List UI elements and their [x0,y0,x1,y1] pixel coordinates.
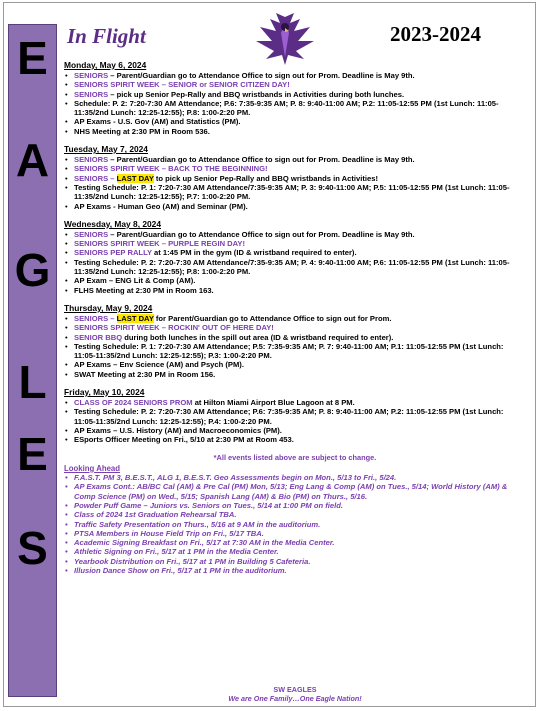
list-item: • SENIORS SPIRIT WEEK – SENIOR or SENIOR CITIZEN DAY! [64,80,526,89]
list-item: • AP Exams Cont.: AB/BC Cal (AM) & Pre Cal (PM) Mon, 5/13; Eng Lang & Comp (AM) on Tues., 5/14; World History (AM) & Comp Science (PM) on Wed., 5/15; Spanish Lang (AM) & Bio (PM) on Thurs., 5/16. [64,482,526,501]
day-heading: Tuesday, May 7, 2024 [64,144,148,155]
looking-ahead-list [64,473,526,575]
day-heading: Thursday, May 9, 2024 [64,302,153,313]
list-item: • SENIORS – LAST DAY to pick up Senior Pep-Rally and BBQ wristbands in Activities! [64,174,526,183]
footer [64,686,526,703]
day-section [64,60,526,136]
list-item: • Testing Schedule: P. 1: 7:20-7:30 AM Attendance; P.5: 7:35-9:35 AM; P. 7: 9:40-11:00 AM; P.1: 11:05-12:55 PM (1st Lunch: 11:05-11:35/2nd Lunch: 12:25-12:55); P.3: 1:00-2:20 PM. [64,342,526,361]
list-item: • SENIORS – Parent/Guardian go to Attendance Office to sign out for Prom. Deadline is May 9th. [64,71,526,80]
looking-ahead-heading: Looking Ahead [64,463,121,473]
main-content [64,60,526,575]
list-item: • F.A.S.T. PM 3, B.E.S.T., ALG 1, B.E.S.T. Geo Assessments begin on Mon., 5/13 to Fri., 5/24. [64,473,526,482]
day-heading: Monday, May 6, 2024 [64,60,147,70]
list-item: • SENIOR BBQ during both lunches in the spill out area (ID & wristband required to enter). [64,333,526,342]
list-item: • SENIORS – LAST DAY for Parent/Guardian go to Attendance Office to sign out for Prom. [64,314,526,323]
highlight: LAST DAY [116,173,154,183]
list-item: • SENIORS SPIRIT WEEK – ROCKIN' OUT OF HERE DAY! [64,323,526,332]
list-item: • Testing Schedule: P. 1: 7:20-7:30 AM Attendance/7:35-9:35 AM; P. 3: 9:40-11:00 AM; P.5: 11:05-12:55 PM (1st Lunch: 11:05-11:35/2nd Lunch: 12:25-12:55); P.7: 1:00-2:20 PM. [64,183,526,202]
sidebar-letter: E [17,32,48,84]
list-item: • Class of 2024 1st Graduation Rehearsal TBA. [64,510,526,519]
list-item: • SENIORS – Parent/Guardian go to Attendance Office to sign out for Prom. Deadline is May 9th. [64,155,526,164]
eagles-sidebar [8,24,57,697]
school-year: 2023-2024 [390,22,481,46]
list-item: • Schedule: P. 2: 7:20-7:30 AM Attendance; P.6: 7:35-9:35 AM; P. 8: 9:40-11:00 AM; P.2: 11:05-12:55 PM (1st Lunch: 11:05-11:35/2nd Lunch: 12:25-12:55); P.8: 1:00-2:20 PM. [64,99,526,118]
day-section [64,387,526,444]
day-section [64,144,526,211]
footer-school: SW EAGLES [273,685,317,694]
list-item: • AP Exams - Human Geo (AM) and Seminar (PM). [64,202,526,211]
list-item: • PTSA Members in House Field Trip on Fri., 5/17 TBA. [64,529,526,538]
day-section [64,219,526,295]
sidebar-letter: A [15,134,50,186]
list-item: • AP Exams – Env Science (AM) and Psych (PM). [64,360,526,369]
sidebar-letter: S [17,522,48,574]
list-item: • SENIORS – Parent/Guardian go to Attendance Office to sign out for Prom. Deadline is May 9th. [64,230,526,239]
day-heading: Wednesday, May 8, 2024 [64,218,161,229]
highlight: LAST DAY [116,313,154,323]
sidebar-letter: E [17,428,48,480]
list-item: • SENIORS SPIRIT WEEK – PURPLE REGIN DAY! [64,239,526,248]
list-item: • Testing Schedule: P. 2: 7:20-7:30 AM Attendance/7:35-9:35 AM; P. 4: 9:40-11:00 AM; P.6: 11:05-12:55 PM (1st Lunch: 11:05-11:35/2nd Lunch: 12:25-12:55); P.8: 1:00-2:20 PM. [64,258,526,277]
disclaimer-note: *All events listed above are subject to change. [213,452,377,462]
list-item: • Traffic Safety Presentation on Thurs., 5/16 at 9 AM in the auditorium. [64,520,526,529]
list-item: • AP Exam – ENG Lit & Comp (AM). [64,276,526,285]
list-item: • Testing Schedule: P. 2: 7:20-7:30 AM Attendance; P.6: 7:35-9:35 AM; P. 8: 9:40-11:00 AM; P.2: 11:05-12:55 PM (1st Lunch: 11:05-11:35/2nd Lunch: 12:25-12:55); P.4: 1:00-2:20 PM. [64,407,526,426]
list-item: • ESports Officer Meeting on Fri., 5/10 at 2:30 PM at Room 453. [64,435,526,444]
list-item: • AP Exams - U.S. Gov (AM) and Statistics (PM). [64,117,526,126]
eagle-logo-icon [252,11,318,67]
list-item: • AP Exams – U.S. History (AM) and Macroeconomics (PM). [64,426,526,435]
list-item: • SENIORS SPIRIT WEEK – BACK TO THE BEGINNING! [64,164,526,173]
list-item: • Illusion Dance Show on Fri., 5/17 at 1 PM in the auditorium. [64,566,526,575]
list-item: • Athletic Signing on Fri., 5/17 at 1 PM in the Media Center. [64,547,526,556]
list-item: • NHS Meeting at 2:30 PM in Room 536. [64,127,526,136]
list-item: • SWAT Meeting at 2:30 PM in Room 156. [64,370,526,379]
list-item: • Powder Puff Game – Juniors vs. Seniors on Tues., 5/14 at 1:00 PM on field. [64,501,526,510]
newsletter-title: In Flight [67,24,146,48]
footer-motto: We are One Family…One Eagle Nation! [228,693,362,703]
sidebar-letter: L [18,356,47,408]
list-item: • CLASS OF 2024 SENIORS PROM at Hilton Miami Airport Blue Lagoon at 8 PM. [64,398,526,407]
day-section [64,303,526,379]
list-item: • Academic Signing Breakfast on Fri., 5/17 at 7:30 AM in the Media Center. [64,538,526,547]
list-item: • SENIORS PEP RALLY at 1:45 PM in the gym (ID & wristband required to enter). [64,248,526,257]
list-item: • Yearbook Distribution on Fri., 5/17 at 1 PM in Building 5 Cafeteria. [64,557,526,566]
list-item: • SENIORS – pick up Senior Pep-Rally and BBQ wristbands in Activities during both lunches. [64,90,526,99]
day-heading: Friday, May 10, 2024 [64,387,145,398]
list-item: • FLHS Meeting at 2:30 PM in Room 163. [64,286,526,295]
sidebar-letter: G [14,244,51,296]
